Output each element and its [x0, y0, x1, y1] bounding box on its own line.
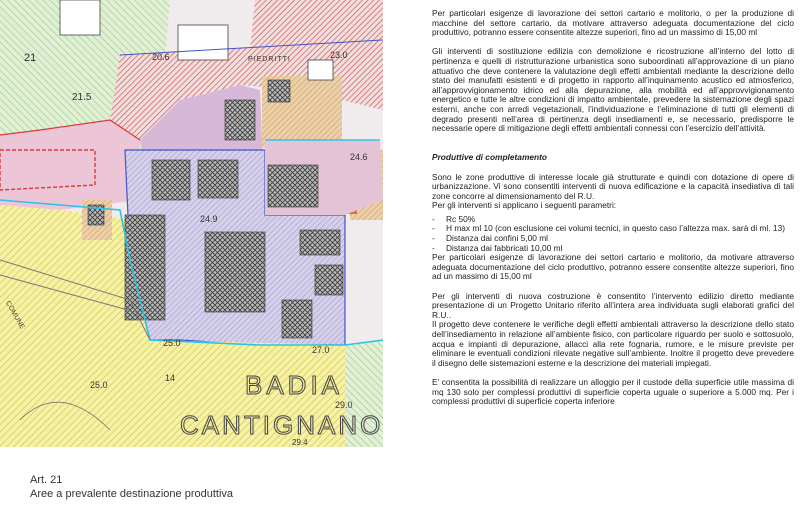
map-label-20-6: 20.6 — [152, 52, 170, 62]
map-label-24-6: 24.6 — [350, 152, 368, 162]
paragraph-7: E’ consentita la possibilità di realizzare un alloggio per il custode della superficie utile massima di mq 130 solo per complessi produttivi di superficie coperta uguale o superiore a 5.000 mq. Per i complessi produttivi di superficie coperta inferiore — [432, 376, 794, 407]
place-name-cantignano: CANTIGNANO — [180, 410, 383, 440]
map-label-14: 14 — [165, 373, 176, 383]
paragraph-5: Per gli interventi di nuova costruzione è consentito l’intervento edilizio diretto mediante presentazione di un Progetto Unitario riferito all’intera area individuata sugli elaborati grafici del R.U.. — [432, 290, 794, 320]
map-label-21: 21 — [24, 52, 37, 64]
parameters-list — [432, 215, 794, 253]
paragraph-1: Per particolari esigenze di lavorazione dei settori cartario e molitorio, o per la produzione di macchine del settore cartario, da motivare attraverso adeguata documentazione del ciclo produttivo, potranno essere consentite altezze superiori, fino ad un massimo di 15,00 ml — [432, 8, 794, 38]
paragraph-2: Gli interventi di sostituzione edilizia con demolizione e ricostruzione all’interno del lotto di pertinenza e quelli di ristrutturazione urbanistica sono suboordinati all’approvazione di un piano attuativo che deve contenere la valutazione degli effetti ambientali mediante la descrizione dello stato dei manufatti esistenti e di progetto in rapporto all’inquinamento acustico ed atmosferico, all’approvvigionamento idrico ed alla depurazione, alla mobilità ed all’approvvigionamento energetico e tutte le altre condizioni di impatto ambientale, prevedere la sistemazione degli spazi esterni, anche con arredi vegetazionali, l’individuazione e l’eliminazione di tutti gli elementi di degrado presenti nell’area di pertinenza degli insediamenti e, se necessario, predisporre le necessarie opere di mitigazione degli effetti ambientali connessi con l’esercizio dell’attività. — [432, 46, 794, 134]
map-label-29-4: 29.4 — [292, 438, 308, 447]
parameter-item: - H max ml 10 (con esclusione cei volumi tecnici, in questo caso l’altezza max. sarà di ml. 13) — [432, 224, 794, 234]
paragraph-6: Il progetto deve contenere le verifiche degli effetti ambientali attraverso la descrizione dello stato dell’insediamento in relazione all’ambiente fisico, con particolare riguardo per suolo e sottosuolo, acqua e impianti di depurazione, allacci alla rete fognaria, rumore, e le misure previste per eliminare le eventuali condizioni rilevate negative sull’ambiente. Inoltre il progetto deve prevedere il disegno delle sistemazioni esterne e la descrizione dei materiali impiegati. — [432, 319, 794, 368]
parameter-item: - Distanza dai confini 5,00 ml — [432, 234, 794, 244]
paragraph-3b: Per gli interventi si applicano i seguenti parametri: — [432, 200, 617, 211]
paragraph-4: Per particolari esigenze di lavorazione dei settori cartario e molitorio, da motivare attraverso adeguata documentazione del ciclo produttivo, potranno essere consentite altezze superiori, fino ad un massimo di 15,00 ml — [432, 252, 794, 282]
map-label-25-0: 25.0 — [163, 338, 181, 348]
parameter-item: - Distanza dai fabbricati 10,00 ml — [432, 244, 794, 254]
section-title: Produttive di completamento — [432, 152, 547, 163]
map-label-27-0: 27.0 — [312, 345, 330, 355]
parameter-item: - Rc 50% — [432, 215, 794, 225]
map-label-29-0: 29.0 — [335, 400, 353, 410]
article-text — [432, 9, 794, 416]
map-label-piedritti: PIEDRITTI — [248, 56, 291, 63]
zoning-map — [0, 0, 383, 447]
paragraph-3: Sono le zone produttive di interesse locale già strutturate e quindi con dotazione di opere di urbanizzazione. Vi sono consentiti interventi di nuova edificazione e la capacità insediativa di tali zone concorre al dimensionamento del R.U. — [432, 171, 794, 201]
article-title: Aree a prevalente destinazione produttiva — [30, 488, 234, 500]
map-label-23-0: 23.0 — [330, 50, 348, 60]
map-label-25-0b: 25.0 — [90, 380, 108, 390]
map-label-comune: COMUNE — [3, 300, 26, 331]
map-label-21-5: 21.5 — [72, 92, 92, 103]
place-name-badia: BADIA — [245, 370, 344, 400]
map-label-24-9: 24.9 — [200, 214, 218, 224]
article-number: Art. 21 — [30, 474, 63, 486]
